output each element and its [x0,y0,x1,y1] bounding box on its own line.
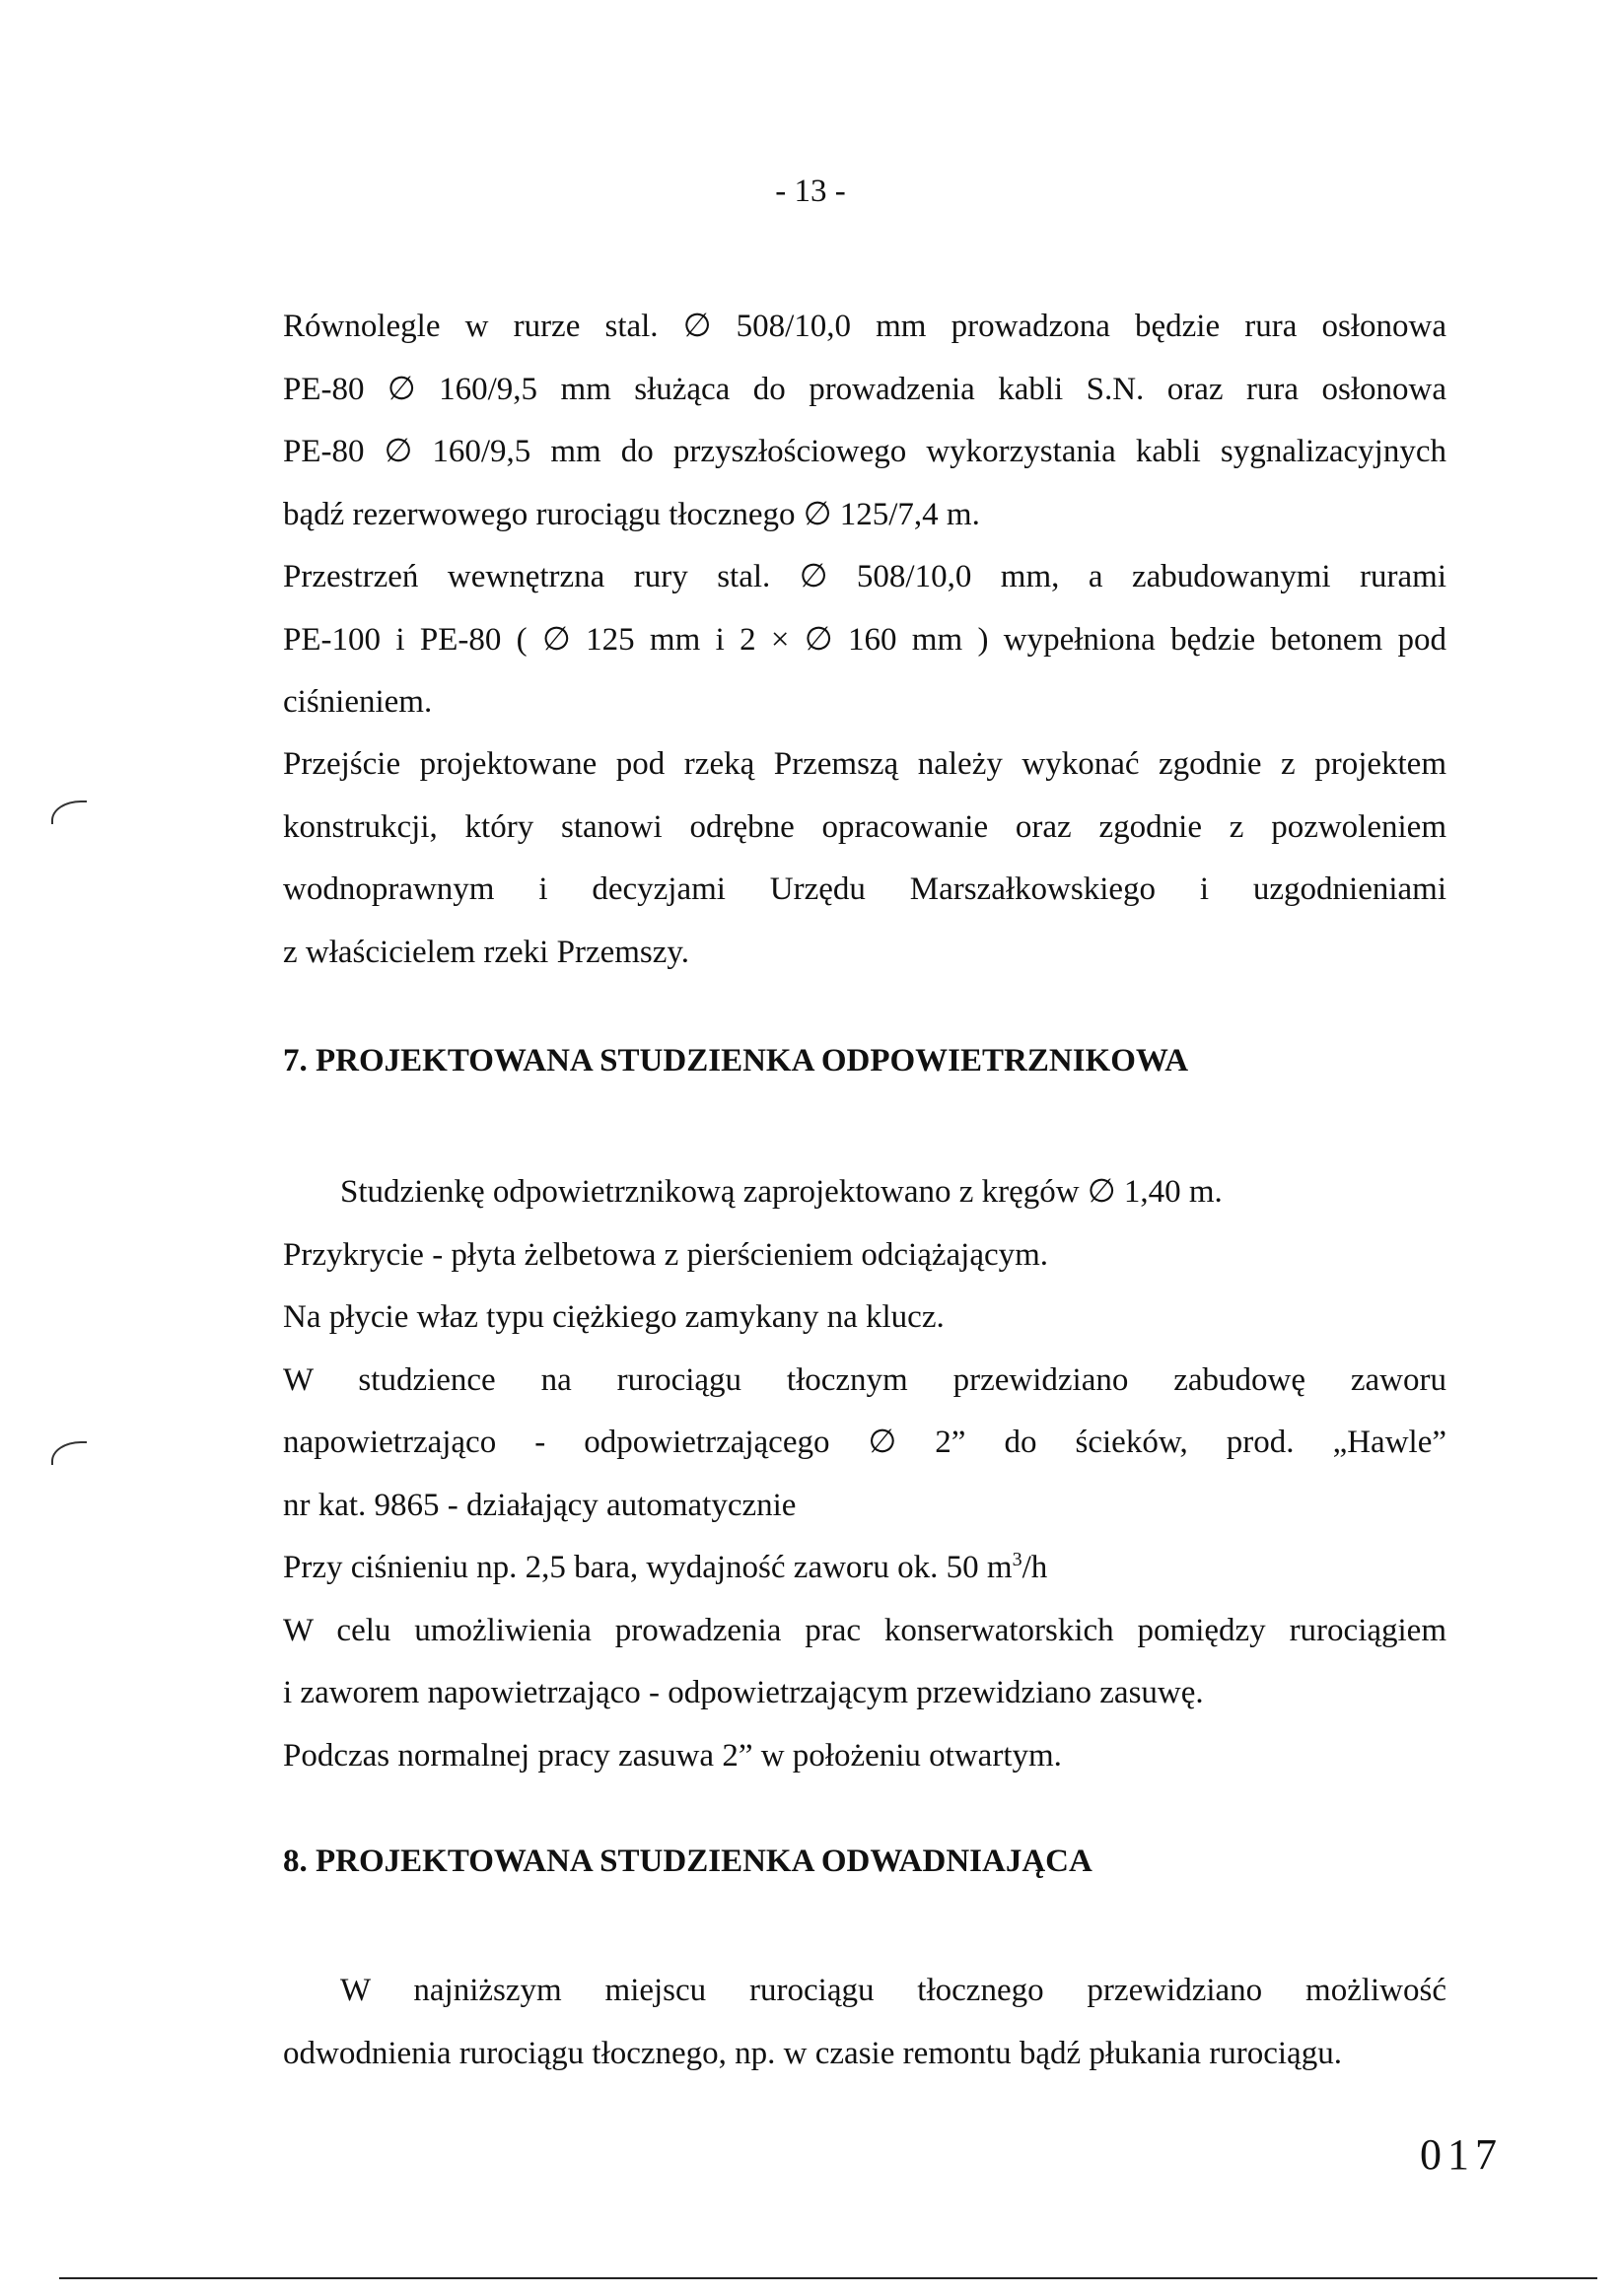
text-line: Studzienkę odpowietrznikową zaprojektowano z kręgów ∅ 1,40 m. [340,1174,1223,1210]
section-8-body [283,1960,1446,2085]
section-7-heading: 7. PROJEKTOWANA STUDZIENKA ODPOWIETRZNIKOWA [283,1043,1189,1078]
text-line: konstrukcji, który stanowi odrębne opracowanie oraz zgodnie z pozwoleniem [283,808,1446,845]
text-line: i zaworem napowietrzająco - odpowietrzającym przewidziano zasuwę. [283,1675,1204,1710]
text-line: Równolegle w rurze stal. ∅ 508/10,0 mm prowadzona będzie rura osłonowa [283,309,1446,344]
unit-tail: /h [1022,1550,1048,1585]
text-line: PE-80 ∅ 160/9,5 mm do przyszłościowego wykorzystania kabli sygnalizacyjnych [283,434,1446,469]
unit-superscript: 3 [1012,1549,1022,1570]
text-line: Przykrycie - płyta żelbetowa z pierścieniem odciążającym. [283,1236,1049,1273]
text-line: PE-100 i PE-80 ( ∅ 125 mm i 2 × ∅ 160 mm ) wypełniona będzie betonem pod [283,621,1446,658]
text-line: PE-80 ∅ 160/9,5 mm służąca do prowadzenia kabli S.N. oraz rura osłonowa [283,371,1446,407]
text-line: Na płycie właz typu ciężkiego zamykany na klucz. [283,1299,945,1335]
text-line: napowietrzająco - odpowietrzającego ∅ 2” do ścieków, prod. „Hawle” [283,1425,1446,1460]
text-line: W najniższym miejscu rurociągu tłocznego przewidziano możliwość [340,1973,1446,2008]
text-line: W studzience na rurociągu tłocznym przewidziano zabudowę zaworu [283,1361,1446,1398]
text-line: nr kat. 9865 - działający automatycznie [283,1487,797,1523]
paragraph-river-crossing [283,733,1446,984]
page-number: - 13 - [775,174,846,209]
paragraph-inner-space [283,546,1446,734]
paragraph-casing-pipes [283,296,1446,546]
text-line: odwodnienia rurociągu tłocznego, np. w czasie remontu bądź płukania rurociągu. [283,2035,1342,2071]
text-line: z właścicielem rzeki Przemszy. [283,934,690,970]
text-line: bądź rezerwowego rurociągu tłocznego ∅ 125/7,4 m. [283,496,980,532]
margin-pen-mark [51,1441,87,1465]
section-8-heading: 8. PROJEKTOWANA STUDZIENKA ODWADNIAJĄCA [283,1844,1092,1879]
section-7-body [283,1161,1446,1787]
text-line: Przejście projektowane pod rzeką Przemszą należy wykonać zgodnie z projektem [283,746,1446,782]
text-line: ciśnieniem. [283,684,433,720]
text-line: Podczas normalnej pracy zasuwa 2” w położeniu otwartym. [283,1737,1062,1774]
bottom-scan-edge [59,2277,1597,2279]
text-line: Przestrzeń wewnętrzna rury stal. ∅ 508/10,0 mm, a zabudowanymi rurami [283,559,1446,594]
text-line: wodnoprawnym i decyzjami Urzędu Marszałkowskiego i uzgodnieniami [283,871,1446,907]
flow-rate-text: Przy ciśnieniu np. 2,5 bara, wydajność zaworu ok. 50 m [283,1550,1013,1585]
margin-pen-mark [51,800,87,824]
document-page-stamp: 017 [1420,2130,1503,2179]
text-line-flow-rate [283,1537,1446,1600]
text-line: W celu umożliwienia prowadzenia prac konserwatorskich pomiędzy rurociągiem [283,1612,1446,1648]
